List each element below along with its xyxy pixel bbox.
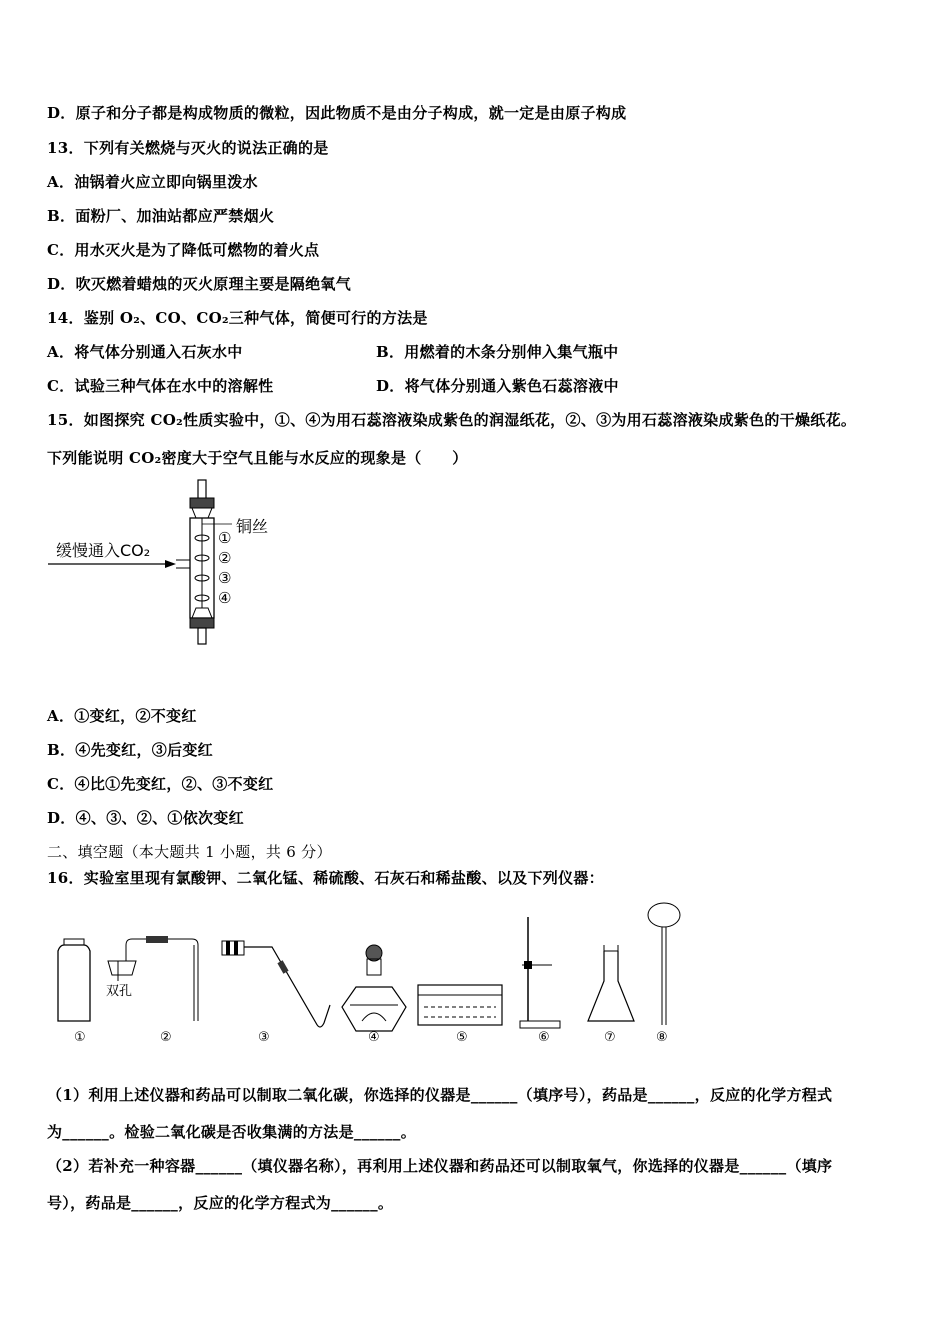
apparatus-number-4: ④: [368, 1030, 380, 1045]
two-hole-stopper-label: 双孔: [106, 984, 133, 999]
q13-option-a: A．油锅着火应立即向锅里泼水: [47, 173, 258, 191]
q13-option-c: C．用水灭火是为了降低可燃物的着火点: [47, 241, 320, 259]
q13-stem: 13．下列有关燃烧与灭火的说法正确的是: [47, 139, 329, 157]
q16-part2-line2: 号），药品是______，反应的化学方程式为______。: [47, 1194, 394, 1212]
q14-option-a: A．将气体分别通入石灰水中: [47, 343, 243, 361]
flower-marker-2: ②: [218, 549, 232, 567]
q16-part1-line1: （1）利用上述仪器和药品可以制取二氧化碳，你选择的仪器是______（填序号），药品是______，反应的化学方程式: [47, 1086, 833, 1104]
q16-stem: 16．实验室里现有氯酸钾、二氧化锰、稀硫酸、石灰石和稀盐酸、以及下列仪器：: [47, 869, 604, 887]
q14-option-d: D．将气体分别通入紫色石蕊溶液中: [376, 377, 619, 395]
copper-wire-label: 铜丝: [236, 517, 269, 536]
q16-part1-line2: 为______。检验二氧化碳是否收集满的方法是______。: [47, 1123, 417, 1141]
q15-option-b: B．④先变红，③后变红: [47, 741, 213, 759]
q15-stem-line2: 下列能说明 CO₂密度大于空气且能与水反应的现象是（ ）: [47, 449, 468, 467]
co2-inlet-label: 缓慢通入CO₂: [56, 541, 151, 560]
q12-option-d: D．原子和分子都是构成物质的微粒，因此物质不是由分子构成，就一定是由原子构成: [47, 104, 627, 122]
apparatus-number-2: ②: [160, 1030, 172, 1045]
q15-figure: [40, 476, 300, 648]
q14-stem: 14．鉴别 O₂、CO、CO₂三种气体，简便可行的方法是: [47, 309, 428, 327]
q13-option-b: B．面粉厂、加油站都应严禁烟火: [47, 207, 275, 225]
q14-option-b: B．用燃着的木条分别伸入集气瓶中: [376, 343, 619, 361]
flower-marker-4: ④: [218, 589, 232, 607]
q16-part2-line1: （2）若补充一种容器______（填仪器名称），再利用上述仪器和药品还可以制取氧气，你选择的仪器是______（填序: [47, 1157, 833, 1175]
q15-option-a: A．①变红，②不变红: [47, 707, 197, 725]
q15-option-d: D．④、③、②、①依次变红: [47, 809, 244, 827]
q14-option-c: C．试验三种气体在水中的溶解性: [47, 377, 274, 395]
apparatus-number-1: ①: [74, 1030, 86, 1045]
flower-marker-3: ③: [218, 569, 232, 587]
q15-stem-line1: 15．如图探究 CO₂性质实验中，①、④为用石蕊溶液染成紫色的润湿纸花，②、③为用石蕊溶液染成紫色的干燥纸花。: [47, 411, 857, 429]
q16-apparatus-figure: [40, 895, 700, 1050]
apparatus-number-6: ⑥: [538, 1030, 550, 1045]
q15-option-c: C．④比①先变红，②、③不变红: [47, 775, 274, 793]
apparatus-number-8: ⑧: [656, 1030, 668, 1045]
apparatus-number-5: ⑤: [456, 1030, 468, 1045]
flower-marker-1: ①: [218, 529, 232, 547]
apparatus-number-3: ③: [258, 1030, 270, 1045]
apparatus-number-7: ⑦: [604, 1030, 616, 1045]
section2-title: 二、填空题（本大题共 1 小题，共 6 分）: [47, 843, 332, 861]
q13-option-d: D．吹灭燃着蜡烛的灭火原理主要是隔绝氧气: [47, 275, 352, 293]
